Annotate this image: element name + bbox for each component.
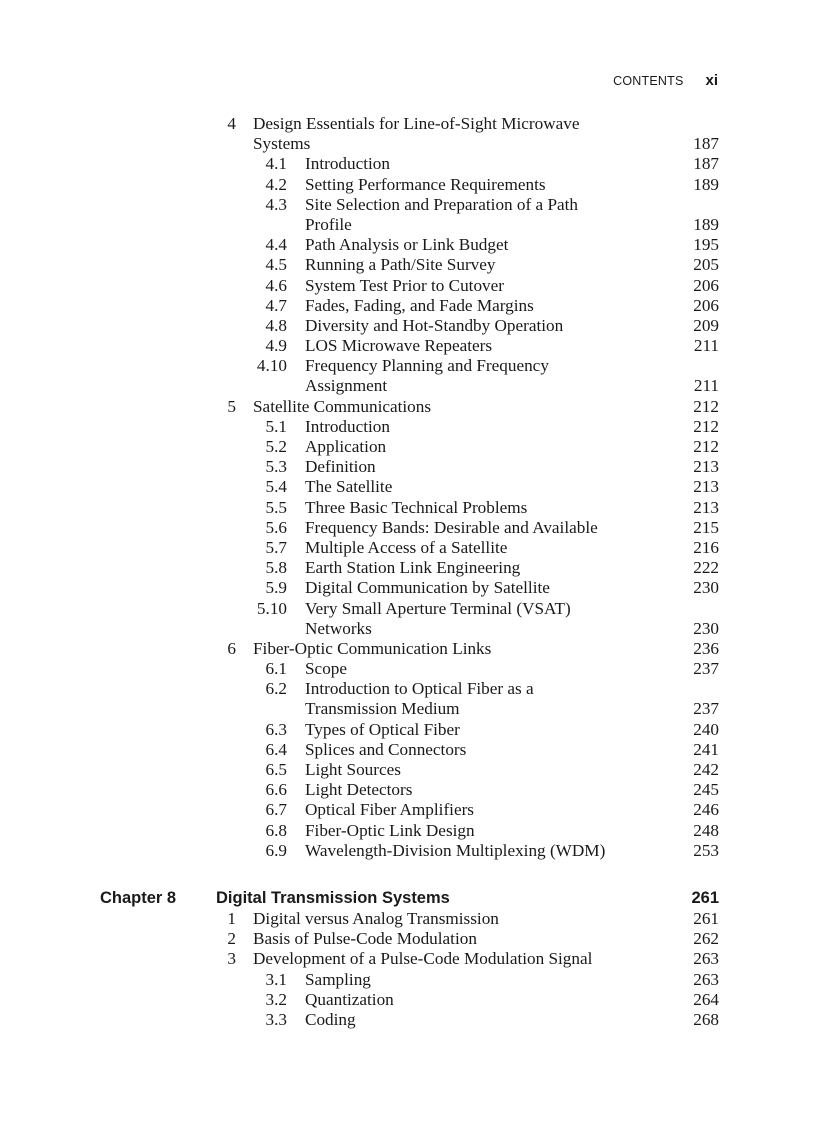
toc-entry xyxy=(0,821,816,841)
toc-entry-number: 3.2 xyxy=(265,989,287,1009)
toc-entry-page: 212 xyxy=(693,396,719,416)
toc-entry xyxy=(0,215,816,235)
toc-entry-page: 237 xyxy=(693,659,719,679)
toc-entry xyxy=(0,175,816,195)
toc-entry-page: 189 xyxy=(693,174,719,194)
toc-entry-title: Fades, Fading, and Fade Margins xyxy=(305,295,534,315)
toc-entry-number: 4.10 xyxy=(256,356,287,376)
toc-entry xyxy=(0,235,816,255)
toc-entry-number: 6.1 xyxy=(265,659,287,679)
toc-entry-page: 248 xyxy=(693,820,719,840)
toc-entry xyxy=(0,909,816,929)
toc-entry xyxy=(0,376,816,396)
toc-entry-page: 211 xyxy=(693,336,719,356)
toc-entry-page: 213 xyxy=(693,477,719,497)
toc-entry-title: Sampling xyxy=(305,969,371,989)
toc-entry-page: 245 xyxy=(693,780,719,800)
toc-entry-number: 1 xyxy=(227,908,236,928)
toc-entry-number: 6.2 xyxy=(265,679,287,699)
toc-entry-page: 230 xyxy=(693,618,719,638)
toc-entry xyxy=(0,336,816,356)
toc-entry-title: Light Detectors xyxy=(305,780,413,800)
toc-entry-page: 205 xyxy=(693,255,719,275)
toc-entry-number: 6.9 xyxy=(265,840,287,860)
toc-entry-title: Scope xyxy=(305,659,348,679)
toc-entry-page: 211 xyxy=(693,376,719,396)
toc-entry-page: 209 xyxy=(693,315,719,335)
toc-entry-title: Systems xyxy=(253,134,311,154)
toc-entry-title: Optical Fiber Amplifiers xyxy=(305,800,474,820)
toc-entry-number: 2 xyxy=(227,929,236,949)
toc-entry xyxy=(0,558,816,578)
toc-entry-title: The Satellite xyxy=(305,477,393,497)
toc-entry-number: 4.8 xyxy=(265,315,287,335)
toc-entry-title: Three Basic Technical Problems xyxy=(305,497,528,517)
toc-entry-title: Networks xyxy=(305,618,372,638)
toc-entry-page: 263 xyxy=(693,949,719,969)
toc-entry xyxy=(0,679,816,699)
chapter-spacer xyxy=(0,861,816,887)
chapter-label: Chapter 8 xyxy=(100,888,177,907)
toc-entry-title: Running a Path/Site Survey xyxy=(305,255,496,275)
toc-entry-page: 187 xyxy=(693,134,719,154)
toc-entry-number: 6.8 xyxy=(265,820,287,840)
toc-entry xyxy=(0,990,816,1010)
toc-entry-number: 5.1 xyxy=(265,416,287,436)
toc-entry xyxy=(0,639,816,659)
toc-entry-title: Coding xyxy=(305,1009,356,1029)
toc-entry xyxy=(0,296,816,316)
toc-entry xyxy=(0,154,816,174)
chapter-heading xyxy=(0,887,816,909)
toc-entry xyxy=(0,780,816,800)
toc-entry-page: 262 xyxy=(693,929,719,949)
toc-entry-page: 242 xyxy=(693,760,719,779)
toc-entry-number: 3 xyxy=(227,949,236,969)
toc-entry-title: Fiber-Optic Link Design xyxy=(305,820,475,840)
running-header-page-number: xi xyxy=(705,72,718,89)
toc-entry-title: Light Sources xyxy=(305,760,401,779)
toc-entry-page: 236 xyxy=(693,638,719,658)
toc-entry xyxy=(0,477,816,497)
toc-entry-title: Design Essentials for Line-of-Sight Microwave xyxy=(253,114,580,133)
toc-entry xyxy=(0,841,816,861)
toc-entry-number: 4.2 xyxy=(265,174,287,194)
toc-entry xyxy=(0,417,816,437)
toc-entry-title: Setting Performance Requirements xyxy=(305,174,546,194)
toc-entry xyxy=(0,740,816,760)
toc-entry-title: Development of a Pulse-Code Modulation Signal xyxy=(253,949,593,969)
toc-entry-title: Site Selection and Preparation of a Path xyxy=(305,194,579,214)
chapter-page: 261 xyxy=(691,888,719,907)
toc-entry-number: 4.3 xyxy=(265,194,287,214)
toc-entry-number: 5 xyxy=(227,396,236,416)
toc-entry-title: Assignment xyxy=(305,376,388,396)
toc-entry xyxy=(0,619,816,639)
toc-entry-page: 206 xyxy=(693,295,719,315)
toc-entry-title: Definition xyxy=(305,457,376,477)
toc-entry-page: 240 xyxy=(693,719,719,739)
toc-entry-page: 212 xyxy=(693,437,719,456)
toc-entry-title: Satellite Communications xyxy=(253,396,432,416)
toc-entry-number: 6 xyxy=(227,638,236,658)
toc-entry-number: 5.7 xyxy=(265,537,287,557)
toc-entry-page: 241 xyxy=(693,739,719,759)
toc-entry xyxy=(0,397,816,417)
toc-entry-number: 6.5 xyxy=(265,760,287,779)
toc-entry-number: 4.6 xyxy=(265,275,287,295)
toc-entry xyxy=(0,1010,816,1030)
toc-entry-title: Wavelength-Division Multiplexing (WDM) xyxy=(305,840,606,860)
toc-entry-title: Types of Optical Fiber xyxy=(305,719,460,739)
running-header xyxy=(358,72,718,94)
toc-entry-number: 5.2 xyxy=(265,437,287,456)
toc-entry-number: 4.1 xyxy=(265,154,287,174)
toc-entry-page: 230 xyxy=(693,578,719,598)
toc-entry-number: 6.4 xyxy=(265,739,287,759)
toc-entry-page: 213 xyxy=(693,457,719,477)
toc-entry xyxy=(0,195,816,215)
toc-entry-title: Fiber-Optic Communication Links xyxy=(253,638,492,658)
toc-entry-number: 6.3 xyxy=(265,719,287,739)
toc-entry-page: 268 xyxy=(693,1009,719,1029)
toc-entry-title: Multiple Access of a Satellite xyxy=(305,537,508,557)
toc-entry-page: 263 xyxy=(693,969,719,989)
toc-entry-title: Frequency Planning and Frequency xyxy=(305,356,549,376)
toc-entry-title: Introduction to Optical Fiber as a xyxy=(305,679,534,699)
toc-entry-page: 222 xyxy=(693,558,719,578)
toc-entry xyxy=(0,578,816,598)
toc-entry-title: Digital Communication by Satellite xyxy=(305,578,550,598)
toc-entry xyxy=(0,720,816,740)
toc-entry xyxy=(0,659,816,679)
toc-entry-number: 4.4 xyxy=(265,235,287,255)
toc-entry-title: Path Analysis or Link Budget xyxy=(305,235,509,255)
toc-entry xyxy=(0,255,816,275)
toc-entry xyxy=(0,114,816,134)
toc-entry-page: 246 xyxy=(693,800,719,820)
toc-entry-title: Very Small Aperture Terminal (VSAT) xyxy=(305,598,571,618)
toc-entry-page: 212 xyxy=(693,416,719,436)
toc-entry-number: 3.1 xyxy=(265,969,287,989)
toc-entry xyxy=(0,970,816,990)
toc-entry-number: 5.3 xyxy=(265,457,287,477)
toc-entry-number: 5.9 xyxy=(265,578,287,598)
toc-entry xyxy=(0,518,816,538)
table-of-contents xyxy=(0,114,816,1030)
toc-entry-title: Introduction xyxy=(305,154,390,174)
toc-entry-number: 5.4 xyxy=(265,477,287,497)
toc-entry xyxy=(0,356,816,376)
toc-entry-title: Profile xyxy=(305,214,352,234)
toc-entry-title: Quantization xyxy=(305,989,394,1009)
toc-entry-title: Transmission Medium xyxy=(305,699,460,719)
toc-entry xyxy=(0,538,816,558)
toc-entry-page: 261 xyxy=(693,908,719,928)
toc-entry xyxy=(0,949,816,969)
toc-entry-title: Digital versus Analog Transmission xyxy=(253,908,499,928)
toc-entry-title: Introduction xyxy=(305,416,390,436)
toc-entry-page: 213 xyxy=(693,497,719,517)
toc-entry-number: 4.7 xyxy=(265,295,287,315)
toc-entry-number: 5.8 xyxy=(265,558,287,578)
toc-entry-number: 4 xyxy=(227,114,236,133)
toc-entry xyxy=(0,760,816,780)
toc-entry-number: 6.7 xyxy=(265,800,287,820)
toc-entry-page: 187 xyxy=(693,154,719,174)
toc-entry-number: 5.5 xyxy=(265,497,287,517)
toc-entry xyxy=(0,599,816,619)
toc-entry-title: LOS Microwave Repeaters xyxy=(305,336,493,356)
toc-entry xyxy=(0,699,816,719)
running-header-label: CONTENTS xyxy=(613,74,684,88)
toc-entry-number: 4.5 xyxy=(265,255,287,275)
toc-entry-number: 5.10 xyxy=(256,598,287,618)
toc-entry-page: 195 xyxy=(693,235,719,255)
toc-entry-page: 215 xyxy=(693,517,719,537)
toc-entry-title: System Test Prior to Cutover xyxy=(305,275,504,295)
toc-entry-title: Earth Station Link Engineering xyxy=(305,558,521,578)
toc-entry xyxy=(0,276,816,296)
toc-entry-page: 189 xyxy=(693,214,719,234)
chapter-title: Digital Transmission Systems xyxy=(216,888,450,907)
toc-entry xyxy=(0,316,816,336)
toc-entry-title: Frequency Bands: Desirable and Available xyxy=(305,517,598,537)
toc-entry-title: Splices and Connectors xyxy=(305,739,467,759)
toc-entry-page: 216 xyxy=(693,537,719,557)
toc-entry-number: 5.6 xyxy=(265,517,287,537)
toc-entry-page: 206 xyxy=(693,275,719,295)
toc-entry xyxy=(0,929,816,949)
toc-entry-title: Application xyxy=(305,437,387,456)
toc-entry-number: 3.3 xyxy=(265,1009,287,1029)
toc-entry xyxy=(0,498,816,518)
toc-entry-title: Diversity and Hot-Standby Operation xyxy=(305,315,564,335)
toc-entry xyxy=(0,457,816,477)
toc-entry xyxy=(0,800,816,820)
toc-entry-title: Basis of Pulse-Code Modulation xyxy=(253,929,477,949)
toc-entry-page: 237 xyxy=(693,699,719,719)
toc-entry-page: 253 xyxy=(693,840,719,860)
toc-entry xyxy=(0,437,816,457)
toc-entry-number: 4.9 xyxy=(265,336,287,356)
toc-entry-page: 264 xyxy=(693,989,719,1009)
toc-entry-number: 6.6 xyxy=(265,780,287,800)
toc-entry xyxy=(0,134,816,154)
